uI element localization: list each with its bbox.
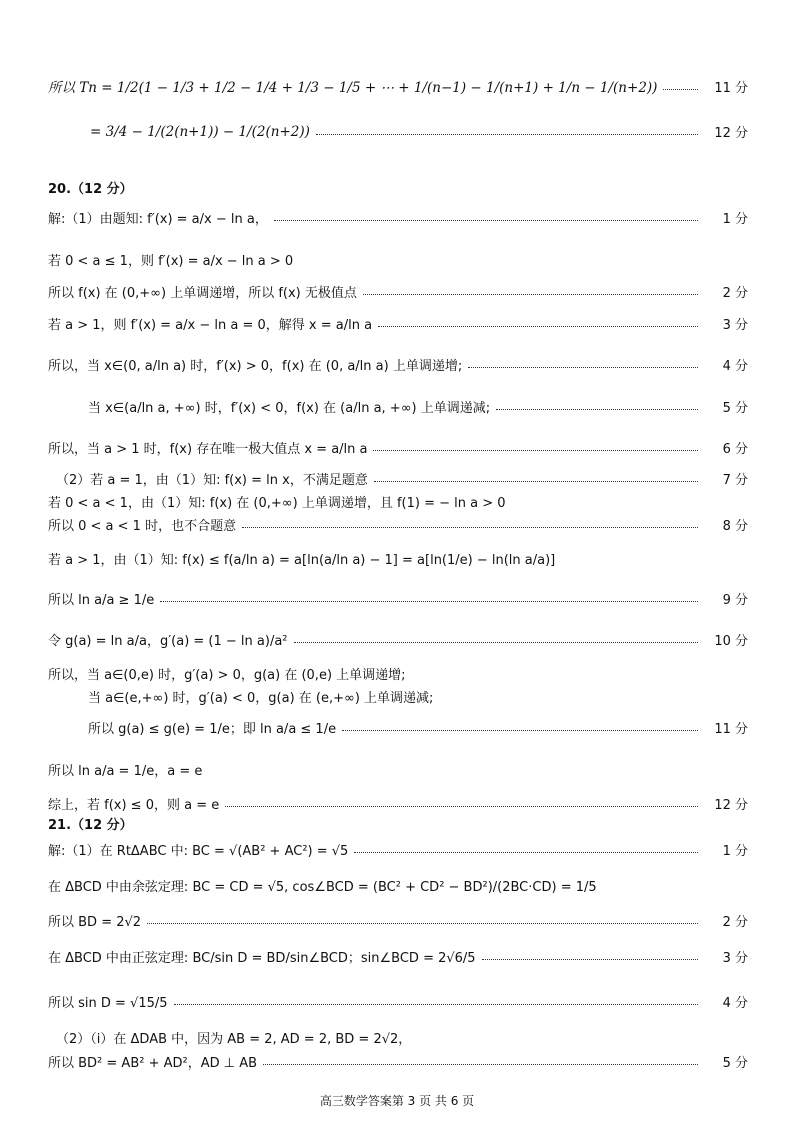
score-label: 8 分 xyxy=(722,519,748,534)
line-text: 所以 Tn = 1/2(1 − 1/3 + 1/2 − 1/4 + 1/3 − 1/5 + ⋯ + 1/(n−1) − 1/(n+1) + 1/n − 1/(n+2)) xyxy=(48,80,658,96)
score-label: 11 分 xyxy=(714,722,748,737)
score-label: 3 分 xyxy=(722,951,748,966)
leader-dots xyxy=(373,450,698,451)
line-text: 综上，若 f(x) ≤ 0，则 a = e xyxy=(48,798,220,813)
solution-line xyxy=(48,250,748,269)
line-text: 在 ΔBCD 中由余弦定理: BC = CD = √5, cos∠BCD = (BC² + CD² − BD²)/(2BC·CD) = 1/5 xyxy=(48,880,597,895)
line-text: 所以 BD = 2√2 xyxy=(48,915,142,930)
line-text: 若 0 < a < 1，由（1）知: f(x) 在 (0,+∞) 上单调递增，且 f(1) = − ln a > 0 xyxy=(48,496,506,511)
leader-dots xyxy=(363,294,698,295)
line-text: 当 a∈(e,+∞) 时，g′(a) < 0，g(a) 在 (e,+∞) 上单调递减; xyxy=(88,691,434,706)
solution-line xyxy=(88,397,748,416)
solution-line xyxy=(48,947,748,966)
line-text: 当 x∈(a/ln a, +∞) 时，f′(x) < 0，f(x) 在 (a/ln a, +∞) 上单调递减; xyxy=(88,401,491,416)
line-text: 解:（1）在 RtΔABC 中: BC = √(AB² + AC²) = √5 xyxy=(48,844,349,859)
score-label: 11 分 xyxy=(714,80,748,96)
solution-line xyxy=(48,1052,748,1071)
solution-line xyxy=(48,630,748,649)
score-label: 9 分 xyxy=(722,593,748,608)
score-label: 5 分 xyxy=(722,401,748,416)
solution-line xyxy=(48,492,748,511)
line-text: 所以 g(a) ≤ g(e) = 1/e；即 ln a/a ≤ 1/e xyxy=(88,722,337,737)
leader-dots xyxy=(294,642,699,643)
line-text: 所以 BD² = AB² + AD²，AD ⊥ AB xyxy=(48,1056,258,1071)
score-label: 6 分 xyxy=(722,442,748,457)
line-text: 所以，当 a∈(0,e) 时，g′(a) > 0，g(a) 在 (0,e) 上单调递增; xyxy=(48,668,406,683)
solution-line xyxy=(48,992,748,1011)
score-label: 1 分 xyxy=(722,844,748,859)
score-label: 2 分 xyxy=(722,915,748,930)
leader-dots xyxy=(160,601,698,602)
line-text: 所以 f(x) 在 (0,+∞) 上单调递增，所以 f(x) 无极值点 xyxy=(48,286,357,301)
solution-line xyxy=(48,76,748,96)
score-label: 5 分 xyxy=(722,1056,748,1071)
page-footer: 高三数学答案第 3 页 共 6 页 xyxy=(319,1094,475,1108)
line-text: 所以，当 a > 1 时，f(x) 存在唯一极大值点 x = a/ln a xyxy=(48,442,368,457)
solution-line xyxy=(48,876,748,895)
solution-line xyxy=(48,664,748,683)
leader-dots xyxy=(263,1064,698,1065)
line-text: 所以 sin D = √15/5 xyxy=(48,996,168,1011)
leader-dots xyxy=(242,527,698,528)
leader-dots xyxy=(663,89,698,90)
leader-dots xyxy=(496,409,698,410)
leader-dots xyxy=(374,481,698,482)
line-text: 所以 ln a/a = 1/e，a = e xyxy=(48,764,203,779)
line-text: 若 a > 1，则 f′(x) = a/x − ln a = 0，解得 x = a/ln a xyxy=(48,318,373,333)
leader-dots xyxy=(482,959,698,960)
solution-line xyxy=(56,1028,748,1047)
line-text: = 3/4 − 1/(2(n+1)) − 1/(2(n+2)) xyxy=(90,123,310,140)
line-text: 在 ΔBCD 中由正弦定理: BC/sin D = BD/sin∠BCD；sin∠BCD = 2√6/5 xyxy=(48,951,476,966)
solution-line xyxy=(48,911,748,930)
question-heading: 21.（12 分） xyxy=(48,818,133,833)
line-text: （2）（ⅰ）在 ΔDAB 中，因为 AB = 2, AD = 2, BD = 2√2， xyxy=(56,1032,412,1047)
solution-line xyxy=(48,549,748,568)
solution-line xyxy=(48,314,748,333)
leader-dots xyxy=(342,730,698,731)
leader-dots xyxy=(354,852,698,853)
line-text: （2）若 a = 1，由（1）知: f(x) = ln x，不满足题意 xyxy=(56,473,368,488)
solution-line xyxy=(48,282,748,301)
line-text: 解:（1）由题知: f′(x) = a/x − ln a， xyxy=(48,212,268,227)
solution-line xyxy=(88,718,748,737)
score-label: 3 分 xyxy=(722,318,748,333)
score-label: 10 分 xyxy=(714,634,748,649)
leader-dots xyxy=(225,806,698,807)
line-text: 若 a > 1，由（1）知: f(x) ≤ f(a/ln a) = a[ln(a/ln a) − 1] = a[ln(1/e) − ln(ln a/a)] xyxy=(48,553,556,568)
leader-dots xyxy=(274,220,698,221)
score-label: 4 分 xyxy=(722,359,748,374)
solution-line xyxy=(56,469,748,488)
line-text: 若 0 < a ≤ 1，则 f′(x) = a/x − ln a > 0 xyxy=(48,254,294,269)
solution-line xyxy=(48,515,748,534)
solution-line xyxy=(48,355,748,374)
question-heading: 20.（12 分） xyxy=(48,182,133,197)
solution-line xyxy=(48,589,748,608)
line-text: 所以，当 x∈(0, a/ln a) 时，f′(x) > 0，f(x) 在 (0, a/ln a) 上单调递增; xyxy=(48,359,463,374)
score-label: 1 分 xyxy=(722,212,748,227)
leader-dots xyxy=(468,367,698,368)
solution-line xyxy=(48,840,748,859)
score-label: 4 分 xyxy=(722,996,748,1011)
solution-line xyxy=(90,122,748,141)
line-text: 所以 0 < a < 1 时，也不合题意 xyxy=(48,519,237,534)
score-label: 7 分 xyxy=(722,473,748,488)
solution-line xyxy=(48,208,748,227)
leader-dots xyxy=(378,326,698,327)
leader-dots xyxy=(316,134,698,135)
score-label: 2 分 xyxy=(722,286,748,301)
leader-dots xyxy=(147,923,698,924)
leader-dots xyxy=(174,1004,698,1005)
score-label: 12 分 xyxy=(714,126,748,141)
solution-line xyxy=(48,438,748,457)
score-label: 12 分 xyxy=(714,798,748,813)
solution-line xyxy=(48,760,748,779)
solution-line xyxy=(48,794,748,813)
solution-line xyxy=(88,687,748,706)
line-text: 令 g(a) = ln a/a，g′(a) = (1 − ln a)/a² xyxy=(48,634,288,649)
line-text: 所以 ln a/a ≥ 1/e xyxy=(48,593,155,608)
